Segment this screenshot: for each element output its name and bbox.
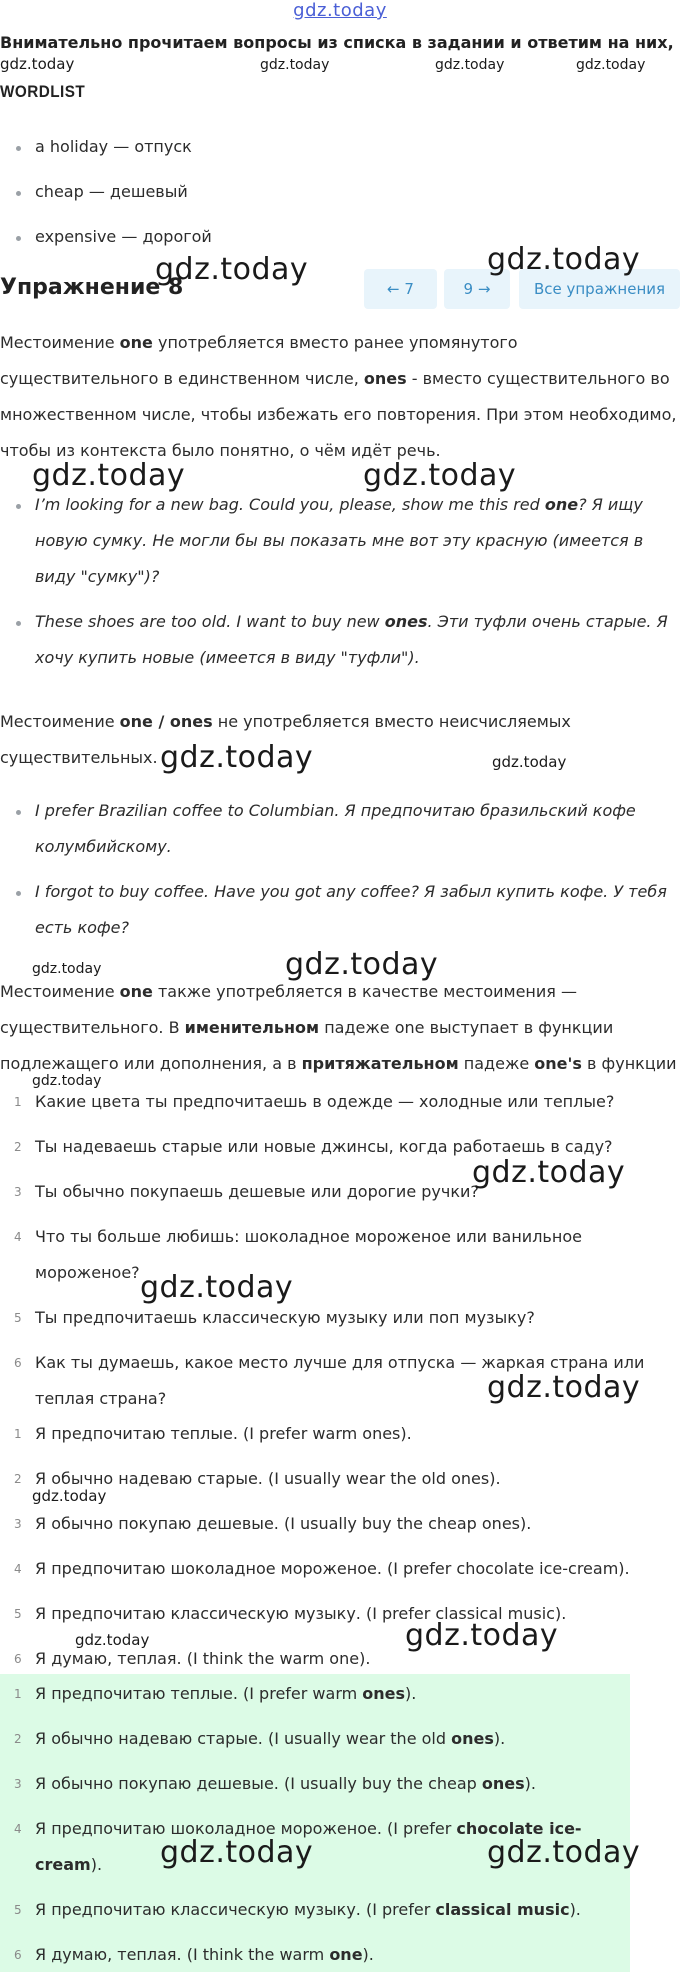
text-run: I forgot to buy coffee. Have you got any coffee? Я забыл купить кофе. У тебя есть кофе? [35, 882, 667, 937]
watermark: gdz.today [576, 57, 646, 73]
answer-item: 5 Я предпочитаю классическую музыку. (I prefer classical music). [14, 1604, 567, 1623]
answer-item: 6 Я думаю, теплая. (I think the warm one). [14, 1649, 371, 1668]
watermark: gdz.today [32, 1487, 107, 1505]
watermark: gdz.today [32, 458, 186, 493]
intro-text: Внимательно прочитаем вопросы из списка в задании и ответим на них, [0, 33, 674, 52]
watermark: gdz.today [32, 1073, 102, 1089]
emphasis-text: classical music [435, 1900, 570, 1919]
emphasis-text: ones [384, 612, 428, 631]
wordlist-item: cheap — дешевый [0, 174, 680, 210]
watermark: gdz.today [405, 1618, 559, 1653]
example-list-1 [0, 487, 680, 685]
theory-paragraph-1 [0, 325, 680, 469]
text-run: Я предпочитаю теплые. (I prefer warm [35, 1684, 363, 1703]
watermark: gdz.today [260, 57, 330, 73]
emphasis-text: ones [363, 369, 407, 388]
emphasis-text: ones [362, 1684, 406, 1703]
text-run: - вместо существительного во множественном числе, чтобы избежать его повторения. При этом необходимо, чтобы из контекста было понятно, о чём идёт речь. [0, 369, 677, 460]
text-run: Местоимение [0, 982, 120, 1001]
text-run: также употребляется в качестве местоимения — существительного. В [0, 982, 577, 1037]
theory-paragraph-3 [0, 974, 680, 1082]
site-logo[interactable]: gdz.today [293, 0, 387, 21]
example-item [0, 487, 680, 595]
text-run: в функции [581, 1054, 677, 1073]
answer-item-highlighted: 3 Я обычно покупаю дешевые. (I usually buy the cheap ones). [14, 1774, 536, 1793]
text-run: падеже [458, 1054, 535, 1073]
text-run: Я предпочитаю классическую музыку. (I prefer [35, 1900, 436, 1919]
answer-item-highlighted: 5 Я предпочитаю классическую музыку. (I prefer classical music). [14, 1900, 581, 1919]
watermark: gdz.today [487, 1835, 641, 1870]
watermark: gdz.today [487, 1370, 641, 1405]
answers-highlighted-list [0, 1676, 630, 1973]
theory-paragraph-2 [0, 704, 680, 776]
question-item: 6 Как ты думаешь, какое место лучше для отпуска — жаркая страна или теплая страна? [14, 1353, 645, 1408]
text-run: Я думаю, теплая. (I think the warm [35, 1945, 330, 1964]
text-run: Местоимение [0, 333, 120, 352]
question-item: 2 Ты надеваешь старые или новые джинсы, когда работаешь в саду? [14, 1137, 613, 1156]
watermark: gdz.today [285, 947, 439, 982]
text-run: ? Я ищу новую сумку. Не могли бы вы показать мне вот эту красную (имеется в виду "сумку")? [35, 495, 644, 586]
questions-list [0, 1084, 680, 1417]
answer-item-highlighted: 2 Я обычно надеваю старые. (I usually wear the old ones). [14, 1729, 506, 1748]
text-run: ). [362, 1945, 374, 1964]
text-run: ). [493, 1729, 506, 1748]
emphasis-text: chocolate ice-cream [35, 1819, 582, 1874]
watermark: gdz.today [160, 740, 314, 775]
text-run: I prefer Brazilian coffee to Columbian. Я предпочитаю бразильский кофе колумбийскому. [35, 801, 636, 856]
emphasis-text: ones [481, 1774, 525, 1793]
emphasis-text: ones [451, 1729, 494, 1748]
answer-item: 4 Я предпочитаю шоколадное мороженое. (I prefer chocolate ice-cream). [14, 1559, 630, 1578]
question-item: 5 Ты предпочитаешь классическую музыку или поп музыку? [14, 1308, 535, 1327]
text-run: Местоимение [0, 712, 120, 731]
text-run: ). [90, 1855, 103, 1874]
example-item [0, 604, 680, 676]
question-item: 1 Какие цвета ты предпочитаешь в одежде — холодные или теплые? [14, 1092, 615, 1111]
text-run: These shoes are too old. I want to buy new [35, 612, 385, 631]
question-item: 3 Ты обычно покупаешь дешевые или дорогие ручки? [14, 1182, 479, 1201]
question-item: 4 Что ты больше любишь: шоколадное мороженое или ванильное мороженое? [14, 1227, 582, 1282]
watermark: gdz.today [0, 55, 75, 73]
watermark: gdz.today [435, 57, 505, 73]
watermark: gdz.today [363, 458, 517, 493]
watermark: gdz.today [487, 242, 641, 277]
watermark: gdz.today [75, 1631, 150, 1649]
example-item [0, 793, 680, 865]
emphasis-text: именительном [184, 1018, 320, 1037]
wordlist [0, 129, 680, 255]
wordlist-item: a holiday — отпуск [0, 129, 680, 165]
wordlist-item: expensive — дорогой [0, 219, 680, 255]
watermark: gdz.today [160, 1835, 314, 1870]
emphasis-text: one [119, 333, 153, 352]
watermark: gdz.today [140, 1270, 294, 1305]
example-item [0, 874, 680, 946]
watermark: gdz.today [492, 753, 567, 771]
exercise-title: Упражнение 8 [0, 275, 184, 300]
answer-item-highlighted: 4 Я предпочитаю шоколадное мороженое. (I prefer chocolate ice-cream). [14, 1819, 582, 1874]
next-exercise-button[interactable]: 9 → [444, 269, 510, 309]
watermark: gdz.today [32, 961, 102, 977]
emphasis-text: притяжательном [301, 1054, 459, 1073]
text-run: . Эти туфли очень старые. Я хочу купить новые (имеется в виду "туфли"). [35, 612, 668, 667]
all-exercises-button[interactable]: Все упражнения [519, 269, 680, 309]
text-run: Я обычно покупаю дешевые. (I usually buy the cheap [35, 1774, 482, 1793]
emphasis-text: one / ones [119, 712, 213, 731]
text-run: Я обычно надеваю старые. (I usually wear the old [35, 1729, 452, 1748]
watermark: gdz.today [155, 252, 309, 287]
watermark: gdz.today [472, 1155, 626, 1190]
text-run: падеже one выступает в функции подлежащего или дополнения, а в [0, 1018, 614, 1073]
text-run: не употребляется вместо неисчисляемых существительных. [0, 712, 571, 767]
text-run: ). [405, 1684, 417, 1703]
prev-exercise-button[interactable]: ← 7 [364, 269, 437, 309]
answer-item-highlighted: 1 Я предпочитаю теплые. (I prefer warm ones). [14, 1684, 417, 1703]
answer-item: 2 Я обычно надеваю старые. (I usually wear the old ones). [14, 1469, 501, 1488]
emphasis-text: one [329, 1945, 363, 1964]
emphasis-text: one's [534, 1054, 582, 1073]
emphasis-text: one [119, 982, 153, 1001]
wordlist-title: WORDLIST [0, 82, 86, 101]
text-run: ). [569, 1900, 581, 1919]
answer-item: 1 Я предпочитаю теплые. (I prefer warm ones). [14, 1424, 412, 1443]
text-run: I’m looking for a new bag. Could you, please, show me this red [35, 495, 545, 514]
text-run: употребляется вместо ранее упомянутого существительного в единственном числе, [0, 333, 518, 388]
text-run: ). [524, 1774, 536, 1793]
answer-item-highlighted: 6 Я думаю, теплая. (I think the warm one). [14, 1945, 374, 1964]
emphasis-text: one [544, 495, 579, 514]
example-list-2 [0, 793, 680, 955]
text-run: Я предпочитаю шоколадное мороженое. (I prefer [35, 1819, 457, 1838]
answer-item: 3 Я обычно покупаю дешевые. (I usually buy the cheap ones). [14, 1514, 532, 1533]
